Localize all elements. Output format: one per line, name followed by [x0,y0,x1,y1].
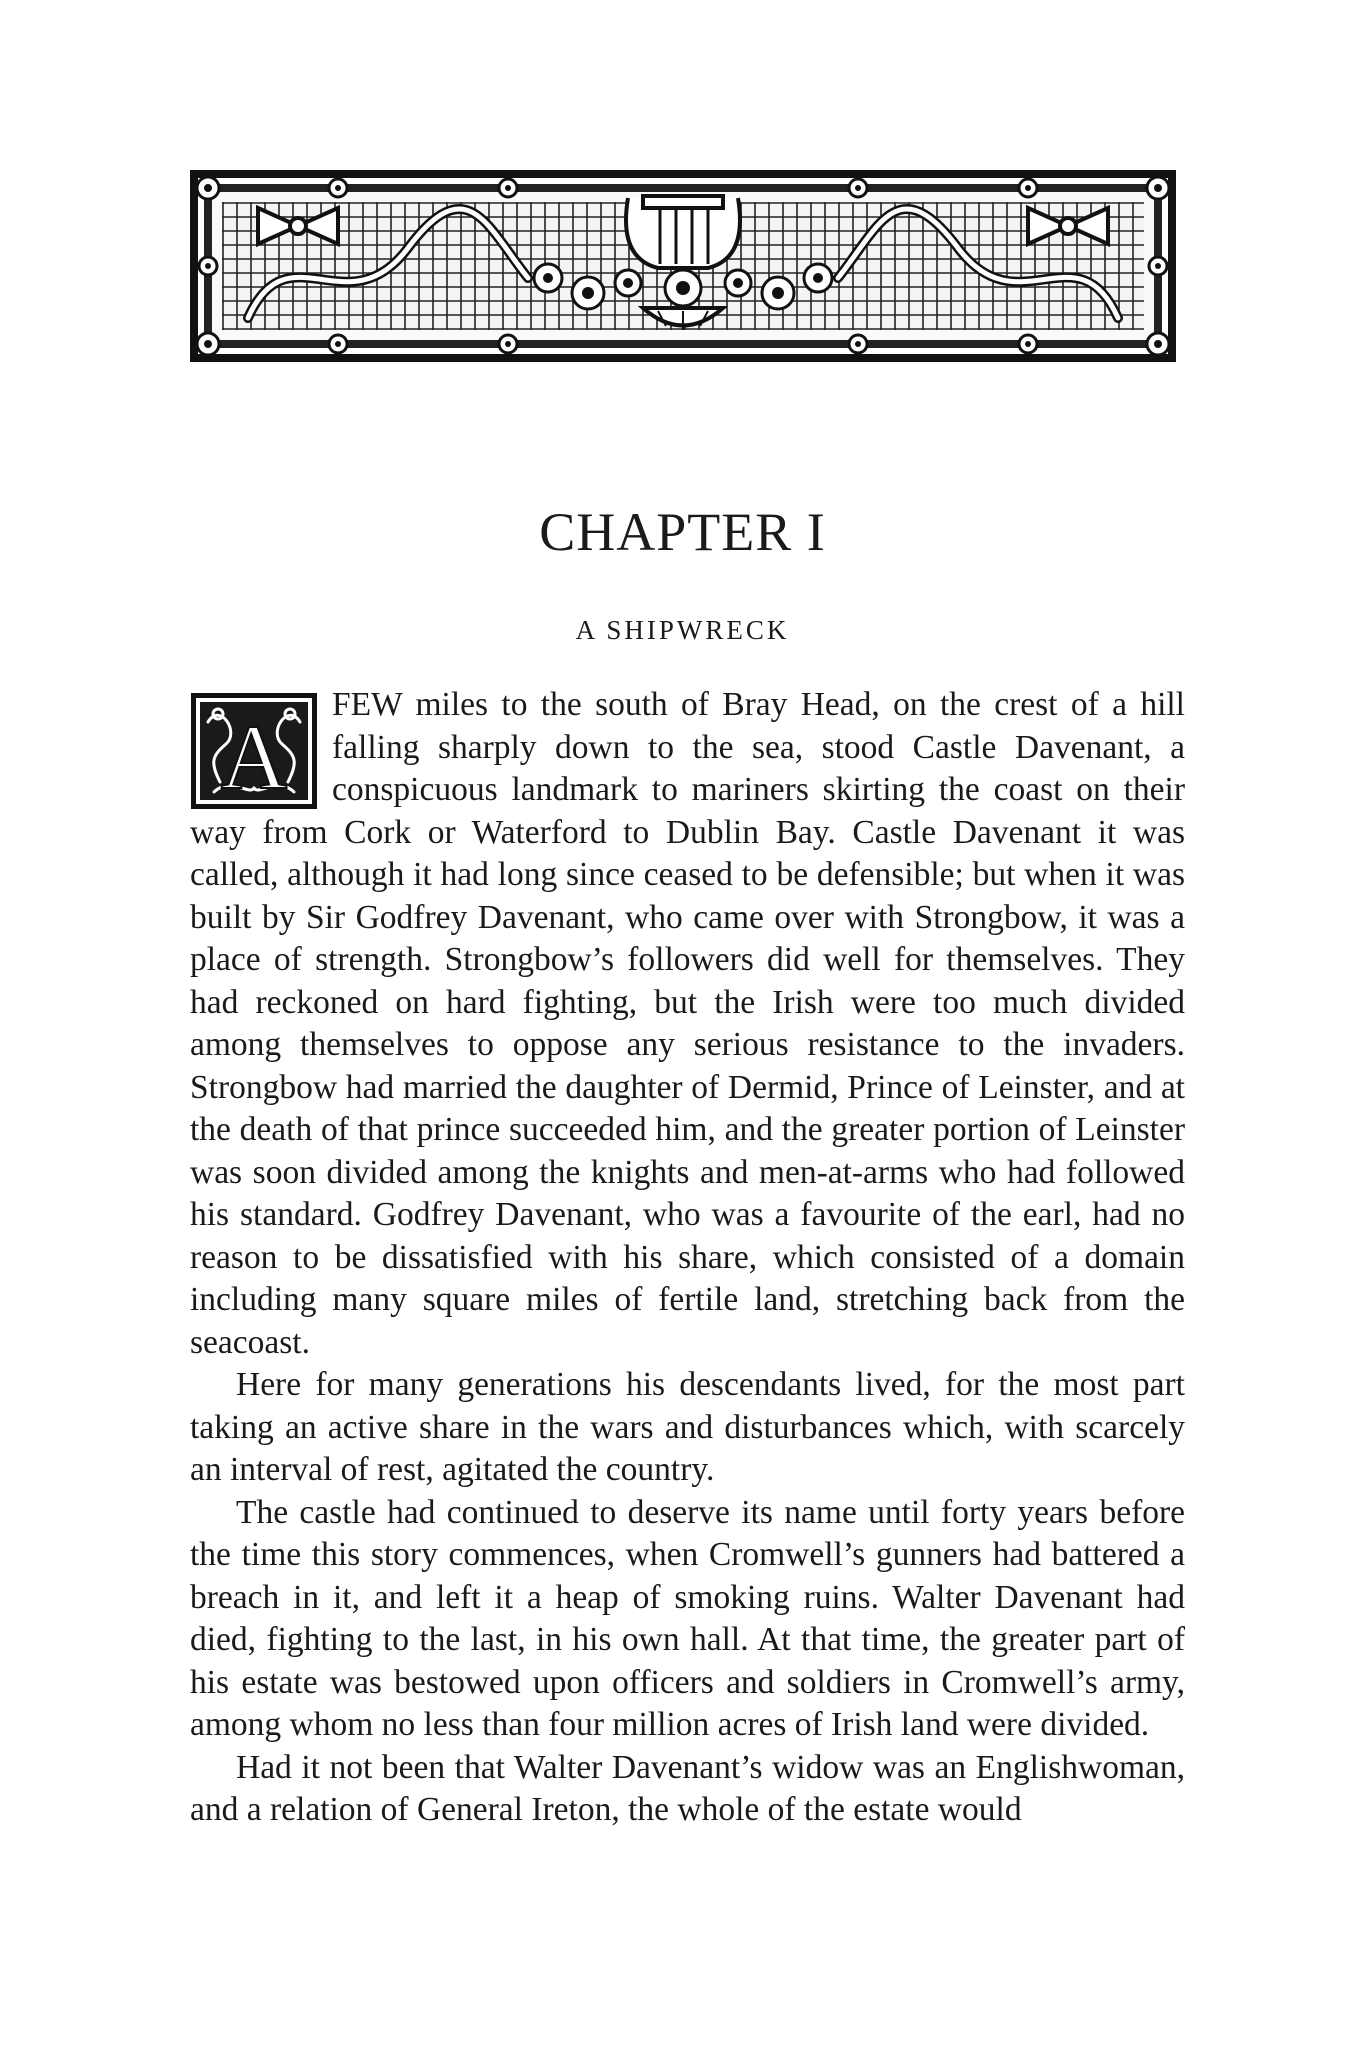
headpiece-ornament-icon [188,168,1178,364]
chapter-title: CHAPTER I [539,502,826,562]
chapter-body [190,684,1185,1832]
paragraph [190,684,1185,1364]
paragraph: Had it not been that Walter Davenant’s widow was an Englishwoman, and a relation of General Ireton, the whole of the estate would [190,1748,1185,1828]
paragraph-text: FEW miles to the south of Bray Head, on the crest of a hill falling sharply down to the sea, stood Castle Davenant, a conspicuous landmark to mariners skirting the coast on their way from Cork or Waterford to Dublin Bay. Castle Davenant it was called, although it had long since ceased to be defensible; but when it was built by Sir Godfrey Davenant, who came over with Strongbow, it was a place of strength. Strongbow’s followers did well for themselves. They had reckoned on hard fighting, but the Irish were too much divided among themselves to oppose any serious resistance to the invaders. Strongbow had married the daughter of Dermid, Prince of Leinster, and at the death of that prince succeeded him, and the greater portion of Leinster was soon divided among the knights and men-at-arms who had followed his standard. Godfrey Davenant, who was a favourite of the earl, had no reason to be dissatisfied with his share, which consisted of a domain including many square miles of fertile land, stretching back from the seacoast. [190,686,1185,1361]
paragraph: The castle had continued to deserve its name until forty years before the time this story commences, when Cromwell’s gunners had battered a breach in it, and left it a heap of smoking ruins. Walter Davenant had died, fighting to the last, in his own hall. At that time, the greater part of his estate was bestowed upon officers and soldiers in Cromwell’s army, among whom no less than four million acres of Irish land were divided. [190,1493,1185,1743]
chapter-subtitle: A SHIPWRECK [575,615,790,645]
paragraph: Here for many generations his descendants lived, for the most part taking an active share in the wars and disturbances which, with scarcely an interval of rest, agitated the country. [190,1366,1185,1488]
dropcap-initial-icon [190,692,318,810]
dropcap-letter: A [220,706,288,808]
